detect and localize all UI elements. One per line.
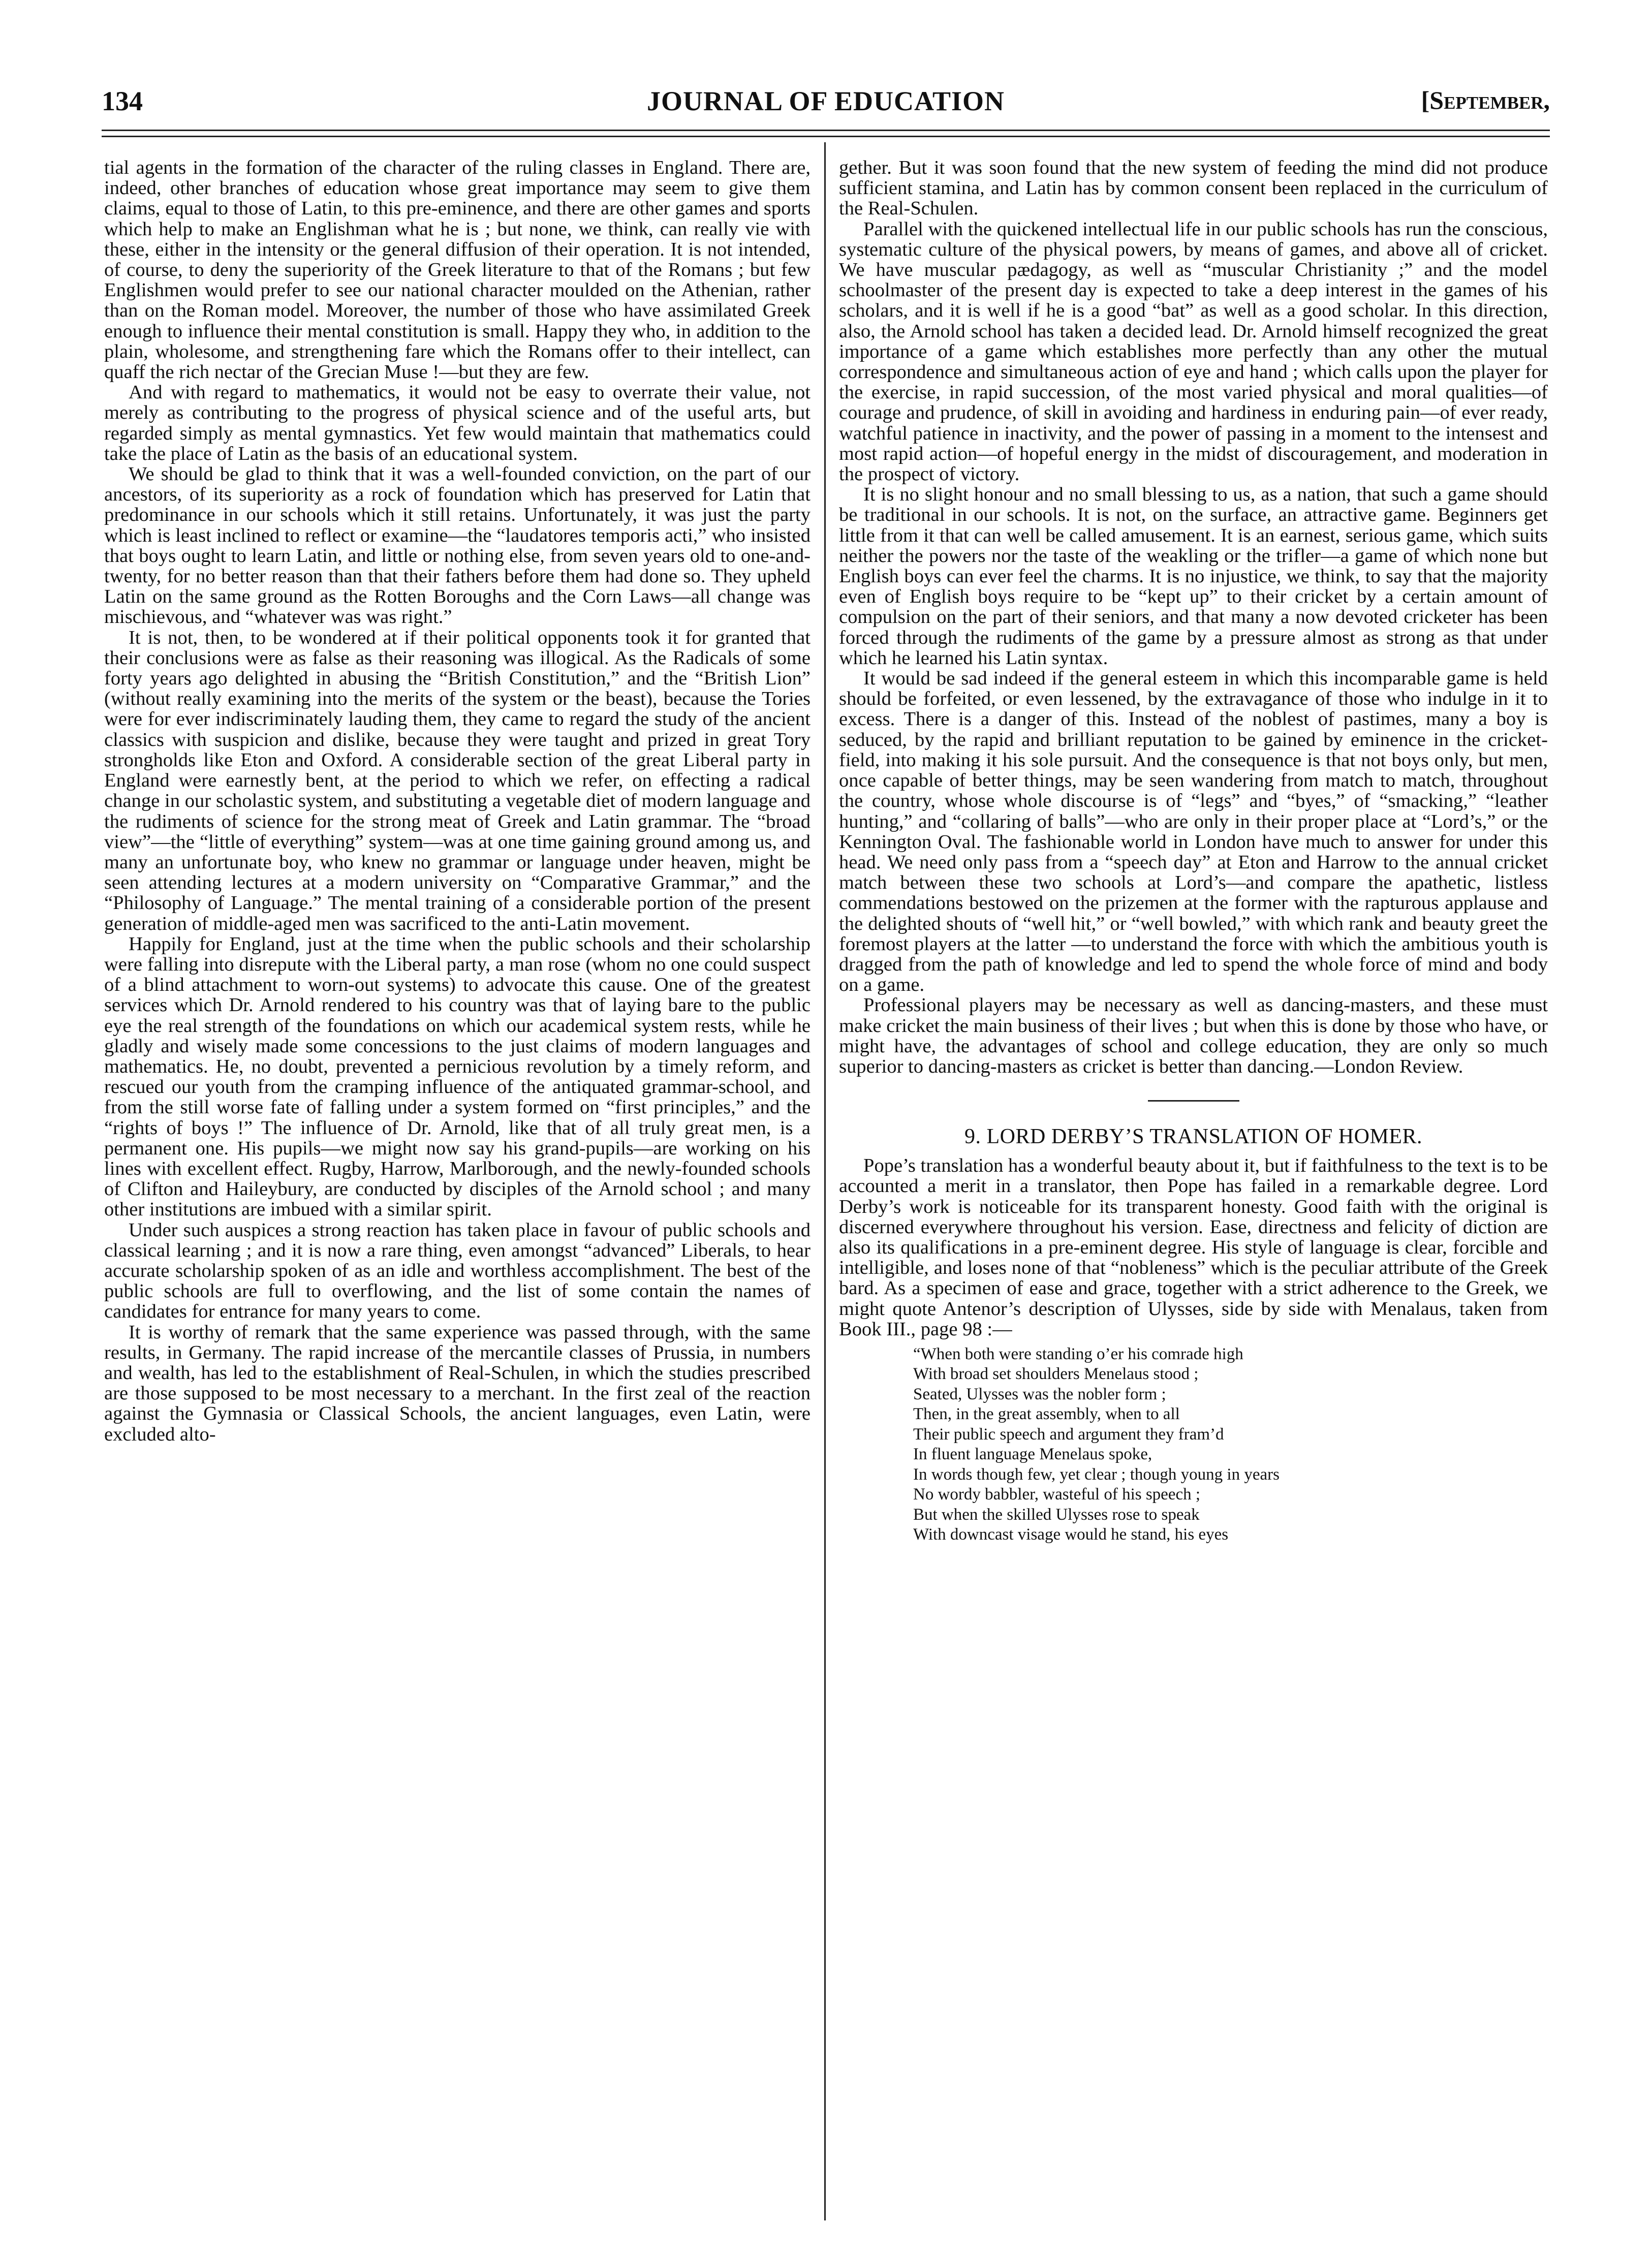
paragraph: tial agents in the formation of the character of the ruling classes in England. There are, indeed, other branches of education whose great importance may seem to give them claims, equal to those of Latin, to this pre-eminence, and there are other games and sports which help to make an Englishman what he is ; but none, we think, can really vie with these, either in the intensity or the general diffusion of their operation. It is not intended, of course, to deny the superiority of the Greek literature to that of the Romans ; but few Englishmen would prefer to see our national character moulded on the Athenian, rather than on the Roman model. Moreover, the number of those who have assimilated Greek enough to influence their mental constitution is small. Happy they who, in addition to the plain, wholesome, and strengthening fare which the Romans offer to their intellect, can quaff the rich nectar of the Grecian Muse !—but they are few. [104,157,811,383]
poem-line: Then, in the great assembly, when to all [913,1405,1180,1424]
paragraph: gether. But it was soon found that the new system of feeding the mind did not produce sufficient stamina, and Latin has by common consent been replaced in the curriculum of the Real-Schulen. [839,157,1548,220]
section-separator [1148,1100,1239,1102]
poem-line: With downcast visage would he stand, his eyes [913,1525,1229,1544]
paragraph: It would be sad indeed if the general esteem in which this incomparable game is held should be forfeited, or even lessened, by the extravagance of those who indulge in it to excess. There is a danger of this. Instead of the noblest of pastimes, many a boy is seduced, by the rapid and brilliant reputation to be gained by eminence in the cricket-field, into making it his sole pursuit. And the consequence is that not boys only, but men, once capable of better things, may be seen wandering from match to match, throughout the country, whose whole discourse is of “legs” and “byes,” of “smacking,” “leather hunting,” and “collaring of balls”—who are only in their proper place at “Lord’s,” or the Kennington Oval. The fashionable world in London have much to answer for under this head. We need only pass from a “speech day” at Eton and Harrow to the annual cricket match between these two schools at Lord’s—and compare the apathetic, listless commendations bestowed on the prizemen at the former with the rapturous applause and the delighted shouts of “well hit,” or “well bowled,” with which rank and beauty greet the foremost players at the latter —to understand the force with which the ambitious youth is dragged from the path of knowledge and led to spend the whole force of mind and body on a game. [839,668,1548,996]
poem-line: With broad set shoulders Menelaus stood ; [913,1365,1199,1384]
poem-line: In fluent language Menelaus spoke, [913,1445,1152,1464]
paragraph: And with regard to mathematics, it would not be easy to overrate their value, not merely as contributing to the progress of physical science and of the useful arts, but regarded simply as mental gymnastics. Yet few would maintain that mathematics could take the place of Latin as the basis of an educational system. [104,382,811,464]
paragraph: We should be glad to think that it was a well-founded conviction, on the part of our ancestors, of its superiority as a rock of foundation which has preserved for Latin that predominance in our schools which it still retains. Unfortunately, it was just the party which is least inclined to reflect or examine—the “laudatores temporis acti,” who insisted that boys ought to learn Latin, and little or nothing else, from seven years old to one-and-twenty, for no better reason than that their fathers before them had done so. They upheld Latin on the same ground as the Rotten Boroughs and the Corn Laws—all change was mischievous, and “whatever was was right.” [104,463,811,628]
paragraph: Happily for England, just at the time when the public schools and their scholarship were falling into disrepute with the Liberal party, a man rose (whom no one could suspect of a blind attachment to worn-out systems) to advocate this cause. One of the greatest services which Dr. Arnold rendered to his country was that of laying bare to the public eye the real strength of the foundations on which our academical system rests, while he gladly and wisely made some concessions to the just claims of modern languages and mathematics. He, no doubt, prevented a pernicious revolution by a timely reform, and rescued our youth from the cramping influence of the antiquated grammar-school, and from the still worse fate of falling under a system formed on “first principles,” and the “rights of boys !” The influence of Dr. Arnold, like that of all truly great men, is a permanent one. His pupils—we might now say his grand-pupils—are working on his lines with excellent effect. Rugby, Harrow, Marlborough, and the newly-founded schools of Clifton and Haileybury, are conducted by disciples of the Arnold school ; and many other institutions are imbued with a similar spirit. [104,933,811,1220]
poem-line: No wordy babbler, wasteful of his speech ; [913,1485,1201,1504]
header-rule-top [102,130,1550,131]
paragraph: It is not, then, to be wondered at if their political opponents took it for granted that their conclusions were as false as their reasoning was illogical. As the Radicals of some forty years ago delighted in abusing the “British Constitution,” and the “British Lion” (without really examining into the merits of the system or the beast), because the Tories were for ever indiscriminately lauding them, they came to regard the study of the ancient classics with suspicion and dislike, because they were taught and prized in great Tory strongholds like Eton and Oxford. A considerable section of the great Liberal party in England were earnestly bent, at the period to which we refer, on effecting a radical change in our scholastic system, and substituting a vegetable diet of modern language and the rudiments of science for the strong meat of Greek and Latin grammar. The “broad view”—the “little of everything” system—was at one time gaining ground among us, and many an unfortunate boy, who knew no grammar or language under heaven, might be seen attending lectures at a modern university on “Comparative Grammar,” and the “Philosophy of Language.” The mental training of a considerable portion of the present generation of middle-aged men was sacrificed to the anti-Latin movement. [104,627,811,934]
poem-line: In words though few, yet clear ; though young in years [913,1465,1280,1484]
page-number: 134 [102,86,143,116]
poem-line: “When both were standing o’er his comrade high [913,1344,1243,1363]
paragraph: Under such auspices a strong reaction has taken place in favour of public schools and classical learning ; and it is now a rare thing, even amongst “advanced” Liberals, to hear accurate scholarship spoken of as an idle and worthless accomplishment. The best of the public schools are full to overflowing, and the list of some contain the names of candidates for entrance for many years to come. [104,1219,811,1323]
paragraph: Pope’s translation has a wonderful beauty about it, but if faithfulness to the text is to be accounted a merit in a translator, then Pope has failed in a remarkable degree. Lord Derby’s work is noticeable for its transparent honesty. Good faith with the original is discerned everywhere throughout his version. Ease, directness and felicity of diction are also its qualifications in a pre-eminent degree. His style of language is clear, forcible and intelligible, and loses none of that “nobleness” which is the peculiar attribute of the Greek bard. As a specimen of ease and grace, together with a strict adherence to the Greek, we might quote Antenor’s description of Ulysses, side by side with Menalaus, taken from Book III., page 98 :— [839,1155,1548,1340]
poem-line: But when the skilled Ulysses rose to speak [913,1505,1200,1524]
poem-quotation [913,1344,1548,1545]
poem-line: Their public speech and argument they fram’d [913,1425,1224,1444]
running-header [102,85,1550,126]
journal-title: JOURNAL OF EDUCATION [646,86,1005,116]
column-divider [824,142,826,2220]
poem-line: Seated, Ulysses was the nobler form ; [913,1385,1166,1403]
paragraph: It is no slight honour and no small blessing to us, as a nation, that such a game should be traditional in our schools. It is not, on the surface, an attractive game. Beginners get little from it that can well be called amusement. It is an earnest, serious game, which suits neither the powers nor the taste of the weakling or the trifler—a game of which none but English boys can ever feel the charms. It is no injustice, we think, to say that the majority even of English boys require to be “kept up” to their cricket by a certain amount of compulsion on the part of their seniors, and that many a now devoted cricketer has been forced through the rudiments of the game by a pressure almost as strong as that under which he learned his Latin syntax. [839,484,1548,669]
right-column [839,158,1548,1545]
paragraph: Professional players may be necessary as well as dancing-masters, and these must make cricket the main business of their lives ; but when this is done by those who have, or might have, the advantages of school and college education, they are only so much superior to dancing-masters as cricket is better than dancing.—London Review. [839,994,1548,1077]
paragraph: It is worthy of remark that the same experience was passed through, with the same results, in Germany. The rapid increase of the mercantile classes of Prussia, in numbers and wealth, has led to the establishment of Real-Schulen, in which the studies prescribed are those supposed to be most necessary to a merchant. In the first zeal of the reaction against the Gymnasia or Classical Schools, the ancient languages, even Latin, were excluded alto- [104,1321,811,1445]
section-heading: 9. LORD DERBY’S TRANSLATION OF HOMER. [964,1125,1422,1149]
paragraph: Parallel with the quickened intellectual life in our public schools has run the conscious, systematic culture of the physical powers, by means of games, and above all of cricket. We have muscular pædagogy, as well as “muscular Christianity ;” and the model schoolmaster of the present day is expected to take a deep interest in the games of his scholars, and it is well if he is a good “bat” as well as a good scholar. In this direction, also, the Arnold school has taken a decided lead. Dr. Arnold himself recognized the great importance of a game which establishes more perfectly than any other the mutual correspondence and simultaneous action of eye and hand ; which calls upon the player for the exercise, in rapid succession, of the most varied physical and moral qualities—of courage and prudence, of skill in avoiding and hardiness in enduring pain—of ever ready, watchful patience in inactivity, and the power of passing in a moment to the intensest and most rapid action—of hopeful energy in the midst of discouragement, and moderation in the prospect of victory. [839,218,1548,485]
issue-month: [September, [1421,86,1550,114]
header-rule-bottom [102,136,1550,137]
left-column [104,158,811,1445]
